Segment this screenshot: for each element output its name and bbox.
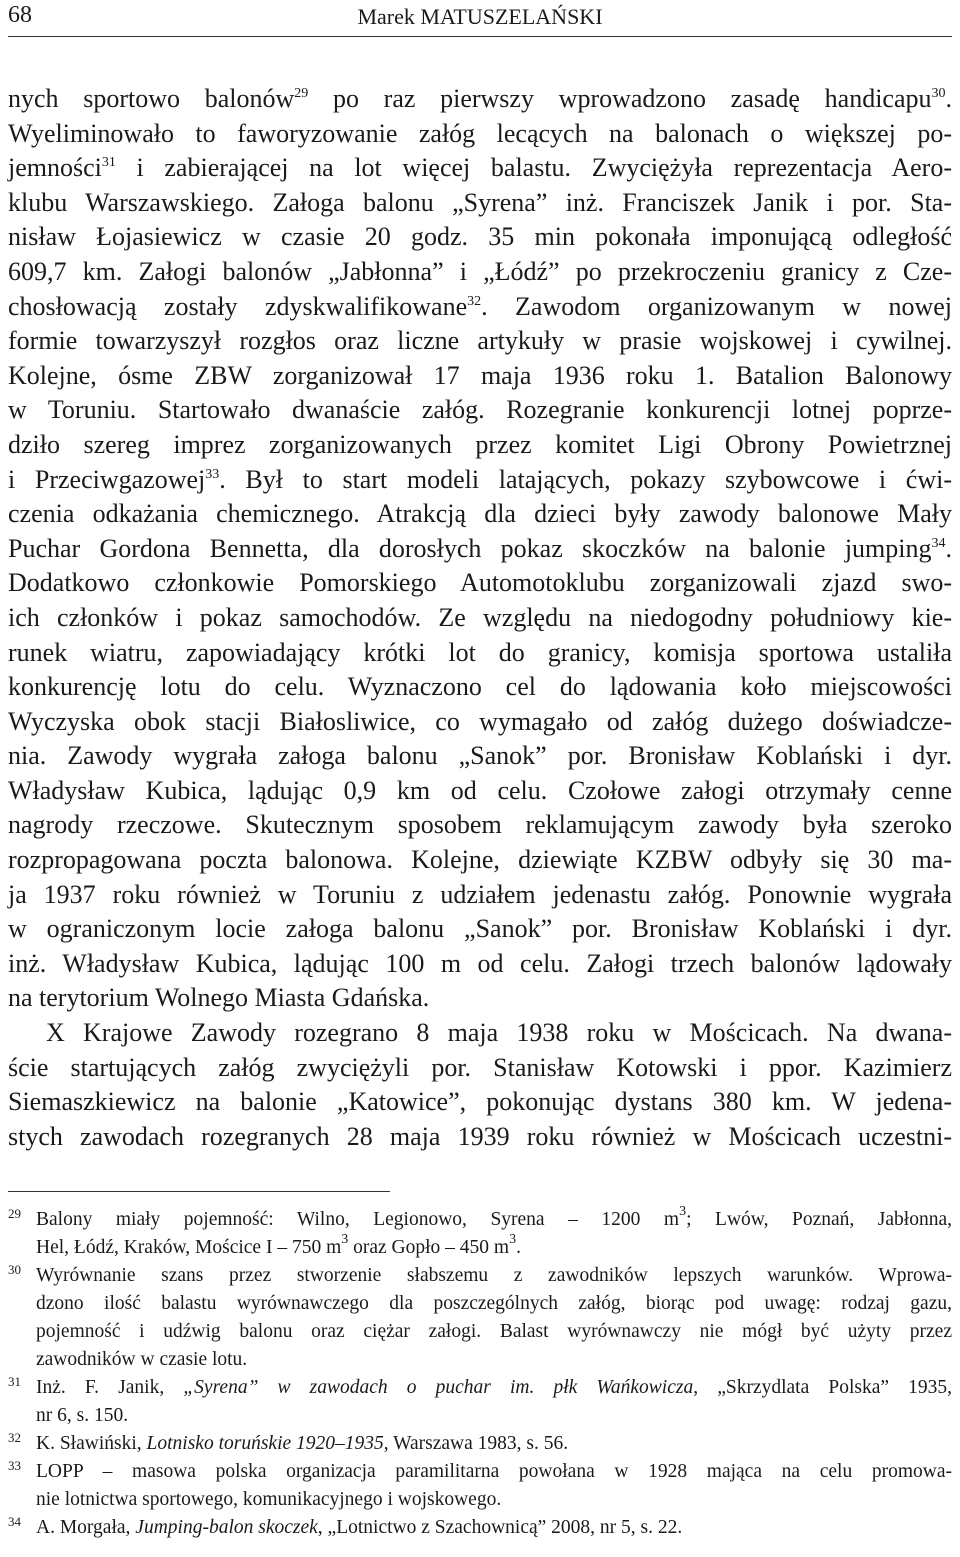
line-text: Puchar Gordona Bennetta, dla dorosłych pokaz skoczków na balonie jumping <box>8 533 932 563</box>
line-text: , Warszawa 1983, s. 56. <box>383 1433 569 1454</box>
body-line <box>8 878 952 913</box>
line-text: Dodatkowo członkowie Pomorskiego Automotoklubu zorganizowali zjazd swo- <box>8 568 952 598</box>
body-line <box>8 463 952 498</box>
body-line <box>8 670 952 705</box>
body-line <box>8 428 952 463</box>
body-line <box>8 1120 952 1155</box>
line-text: na terytorium Wolnego Miasta Gdańska. <box>8 983 430 1013</box>
body-line <box>8 1051 952 1086</box>
line-text: zawodników w czasie lotu. <box>36 1349 248 1370</box>
line-text: ; Lwów, Poznań, Jabłonna, <box>686 1209 952 1230</box>
footnote-line <box>36 1290 952 1318</box>
line-text: , „Skrzydlata Polska” 1935, <box>693 1377 952 1398</box>
footnote-ref: 32 <box>467 293 482 309</box>
footnote-number: 30 <box>8 1262 21 1277</box>
line-text: . <box>945 84 952 113</box>
footnote-number: 34 <box>8 1514 21 1529</box>
footnote-ref: 3 <box>509 1232 517 1247</box>
body-line <box>8 1016 952 1051</box>
line-text: po raz pierwszy wprowadzono zasadę handicapu <box>308 84 932 113</box>
footnote-line <box>36 1486 952 1514</box>
line-text: dziło szereg imprez zorganizowanych przez komitet Ligi Obrony Powietrznej <box>8 429 952 459</box>
footnote-ref: 3 <box>341 1232 349 1247</box>
footnote-line <box>36 1402 952 1430</box>
footnote-29 <box>8 1206 952 1262</box>
footnote-32 <box>8 1430 952 1458</box>
footnote-ref: 34 <box>931 535 946 551</box>
body-line <box>8 843 952 878</box>
footnotes <box>8 1206 952 1542</box>
line-text: i zabierającej na lot więcej balastu. Zwyciężyła reprezentacja Aero- <box>115 153 952 183</box>
line-text: K. Sławiński, <box>36 1433 147 1454</box>
line-text: klubu Warszawskiego. Załoga balonu „Syrena” inż. Franciszek Janik i por. Sta- <box>8 187 952 217</box>
footnote-line <box>36 1346 952 1374</box>
body-line <box>8 324 952 359</box>
footnote-line <box>36 1458 952 1486</box>
line-text: X Krajowe Zawody rozegrano 8 maja 1938 roku w Mościcach. Na dwana- <box>46 1018 952 1048</box>
line-text: Siemaszkiewicz na balonie „Katowice”, pokonując dystans 380 km. W jedena- <box>8 1087 952 1117</box>
line-text: . Zawodom organizowanym w nowej <box>481 291 952 321</box>
line-text: Inż. F. Janik, <box>36 1377 184 1398</box>
body-line <box>8 255 952 290</box>
body-line <box>8 601 952 636</box>
line-text: nie lotnictwa sportowego, komunikacyjnego i wojskowego. <box>36 1489 502 1510</box>
footnote-line <box>36 1262 952 1290</box>
body-line <box>8 220 952 255</box>
line-text: oraz Gopło – 450 m <box>348 1237 510 1258</box>
body-line <box>8 117 952 152</box>
line-text: ście startujących załóg zwyciężyli por. Stanisław Kotowski i ppor. Kazimierz <box>8 1052 952 1082</box>
italic-title: Jumping-balon skoczek <box>135 1517 318 1538</box>
line-text: ja 1937 roku również w Toruniu z udziałem jedenastu załóg. Ponownie wygrała <box>8 879 952 909</box>
line-text: nagrody rzeczowe. Skutecznym sposobem reklamującym zawody była szeroko <box>8 810 952 840</box>
footnote-ref: 3 <box>679 1204 687 1219</box>
footnote-30 <box>8 1262 952 1374</box>
body-line <box>8 636 952 671</box>
footnote-line <box>36 1234 952 1262</box>
line-text: chosłowacją zostały zdyskwalifikowane <box>8 291 468 321</box>
body-line <box>8 808 952 843</box>
line-text: nych sportowo balonów <box>8 84 295 113</box>
body-line <box>8 359 952 394</box>
body-line <box>8 532 952 567</box>
footnote-ref: 29 <box>294 86 309 101</box>
line-text: nr 6, s. 150. <box>36 1405 129 1426</box>
footnote-line <box>36 1374 952 1402</box>
line-text: inż. Władysław Kubica, lądując 100 m od celu. Załogi trzech balonów lądowały <box>8 948 952 978</box>
footnote-ref: 33 <box>205 466 220 482</box>
line-text: pojemność i udźwig balonu oraz ciężar załogi. Balast wyrównawczy nie mógł być użyty przez <box>36 1321 952 1342</box>
header-rule <box>8 36 952 37</box>
footnote-34 <box>8 1514 952 1542</box>
italic-title: „Syrena” w zawodach o puchar im. płk Wańkowicza <box>183 1377 694 1398</box>
body-line <box>8 393 952 428</box>
line-text: Balony miały pojemność: Wilno, Legionowo, Syrena – 1200 m <box>36 1209 680 1230</box>
running-head-author: Marek MATUSZELAŃSKI <box>357 4 603 29</box>
body-line <box>8 739 952 774</box>
line-text: w ograniczonym locie załoga balonu „Sanok” por. Bronisław Koblański i dyr. <box>8 914 952 944</box>
footnote-number: 33 <box>8 1458 21 1473</box>
line-text: nisław Łojasiewicz w czasie 20 godz. 35 min pokonała imponującą odległość <box>8 222 952 252</box>
body-line <box>8 566 952 601</box>
body-line <box>8 82 952 117</box>
line-text: Władysław Kubica, lądując 0,9 km od celu. Czołowe załogi otrzymały cenne <box>8 775 952 805</box>
line-text: ich członków i pokaz samochodów. Ze względu na niedogodny południowy kie- <box>8 602 952 632</box>
line-text: w Toruniu. Startowało dwanaście załóg. Rozegranie konkurencji lotnej poprze- <box>8 395 952 425</box>
footnote-ref: 31 <box>101 155 116 171</box>
line-text: rozpropagowana poczta balonowa. Kolejne, dziewiąte KZBW odbyły się 30 ma- <box>8 845 952 875</box>
footnote-line <box>36 1318 952 1346</box>
line-text: i Przeciwgazowej <box>8 464 206 494</box>
body-line <box>8 774 952 809</box>
line-text: , „Lotnictwo z Szachownicą” 2008, nr 5, s. 22. <box>317 1517 683 1538</box>
line-text: konkurencję lotu do celu. Wyznaczono cel do lądowania koło miejscowości <box>8 672 952 702</box>
body-line <box>8 705 952 740</box>
line-text: Wyczyska obok stacji Białosliwice, co wymagało od załóg dużego doświadcze- <box>8 706 952 736</box>
line-text: Hel, Łódź, Kraków, Mościce I – 750 m <box>36 1237 342 1258</box>
footnote-number: 29 <box>8 1206 21 1221</box>
footnote-separator <box>8 1191 390 1192</box>
line-text: jemności <box>8 153 102 183</box>
line-text: czenia odkażania chemicznego. Atrakcją dla dzieci były zawody balonowe Mały <box>8 499 952 529</box>
footnote-line <box>36 1206 952 1234</box>
line-text: formie towarzyszył rozgłos oraz liczne artykuły w prasie wojskowej i cywilnej. <box>8 326 952 356</box>
body-line <box>8 912 952 947</box>
line-text: A. Morgała, <box>36 1517 136 1538</box>
line-text: . Był to start modeli latających, pokazy szybowcowe i ćwi- <box>219 464 952 494</box>
footnote-number: 31 <box>8 1374 21 1389</box>
body-line <box>8 186 952 221</box>
line-text: Wyrównanie szans przez stworzenie słabszemu z zawodników lepszych warunków. Wprowa- <box>36 1265 952 1286</box>
italic-title: Lotnisko toruńskie 1920–1935 <box>146 1433 384 1454</box>
page-header <box>8 0 952 40</box>
line-text: 609,7 km. Załogi balonów „Jabłonna” i „Łódź” po przekroczeniu granicy z Cze- <box>8 256 952 286</box>
body-text <box>8 82 952 1154</box>
footnote-33 <box>8 1458 952 1514</box>
body-line <box>8 151 952 186</box>
body-line <box>8 1085 952 1120</box>
body-line <box>8 981 952 1016</box>
body-line <box>8 947 952 982</box>
page-number: 68 <box>8 2 32 28</box>
line-text: LOPP – masowa polska organizacja paramilitarna powołana w 1928 mająca na celu promowa- <box>36 1461 952 1482</box>
line-text: . <box>945 533 952 563</box>
footnote-ref: 30 <box>931 86 946 101</box>
line-text: dzono ilość balastu wyrównawczego dla poszczególnych załóg, biorąc pod uwagę: rodzaj gazu, <box>36 1293 952 1314</box>
footnote-31 <box>8 1374 952 1430</box>
footnote-line <box>36 1430 952 1458</box>
line-text: . <box>516 1237 521 1258</box>
line-text: stych zawodach rozegranych 28 maja 1939 roku również w Mościcach uczestni- <box>8 1121 952 1151</box>
footnote-line <box>36 1514 952 1542</box>
line-text: Wyeliminowało to faworyzowanie załóg lecących na balonach o większej po- <box>8 118 952 148</box>
line-text: nia. Zawody wygrała załoga balonu „Sanok” por. Bronisław Koblański i dyr. <box>8 741 952 771</box>
body-line <box>8 290 952 325</box>
line-text: Kolejne, ósme ZBW zorganizował 17 maja 1936 roku 1. Batalion Balonowy <box>8 360 952 390</box>
body-line <box>8 497 952 532</box>
line-text: runek wiatru, zapowiadający krótki lot do granicy, komisja sportowa ustaliła <box>8 637 952 667</box>
footnote-number: 32 <box>8 1430 21 1445</box>
